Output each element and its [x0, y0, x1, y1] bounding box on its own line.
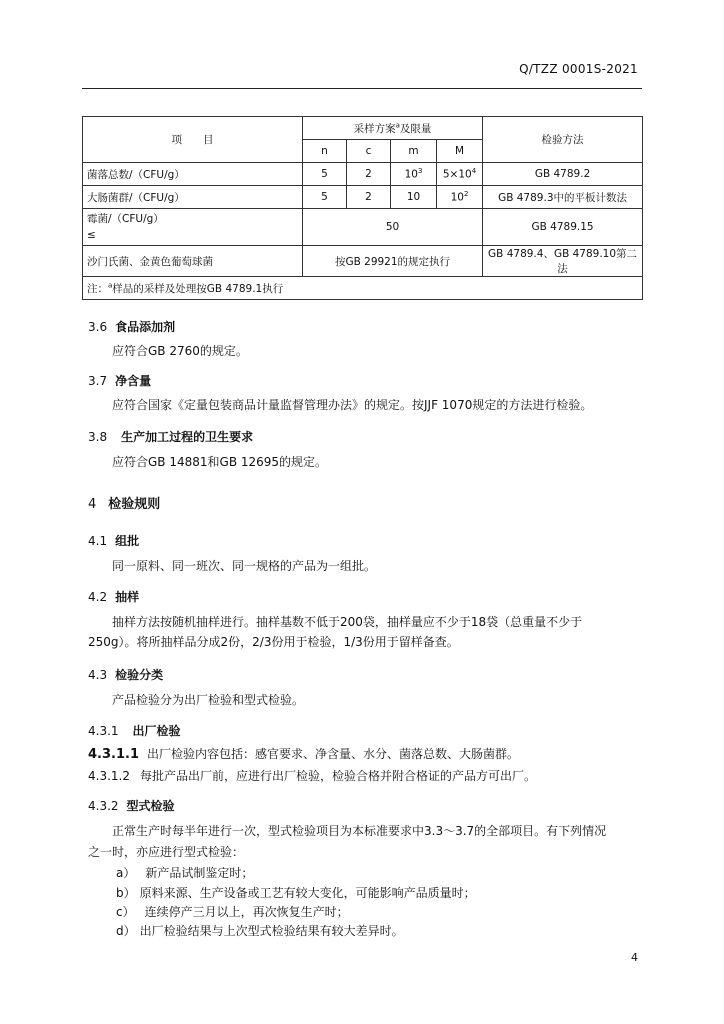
row-limit-mold: 50 — [303, 209, 483, 246]
header-m: m — [391, 140, 437, 163]
row-item: 大肠菌群/（CFU/g） — [83, 186, 303, 209]
list-item: b） 原料来源、生产设备或工艺有较大变化，可能影响产品质量时； — [116, 886, 476, 900]
table-row — [83, 246, 643, 277]
section-4-3-1-heading: 4.3.1 出厂检验 — [88, 724, 181, 738]
section-3-7-text: 应符合国家《定量包装商品计量监督管理办法》的规定。按JJF 1070规定的方法进行检验。 — [112, 398, 593, 412]
section-4-3-1-2: 4.3.1.2 每批产品出厂前，应进行出厂检验，检验合格并附合格证的产品方可出厂。 — [88, 769, 536, 783]
header-M: M — [437, 140, 483, 163]
list-item: c） 连续停产三月以上，再次恢复生产时； — [116, 905, 349, 919]
section-3-8-heading: 3.8 生产加工过程的卫生要求 — [88, 430, 254, 444]
section-4-2-text-2: 250g）。将所抽样品分成2份，2/3份用于检验，1/3份用于留样备查。 — [88, 635, 459, 649]
section-4-2-heading: 4.2 抽样 — [88, 590, 140, 604]
header-sampling: 采样方案$^a$及限量 — [303, 117, 483, 140]
header-c: c — [347, 140, 391, 163]
section-4-2-text-1: 抽样方法按随机抽样进行。抽样基数不低于200袋，抽样量应不少于18袋（总重量不少于 — [112, 615, 583, 629]
row-m: 10 — [391, 186, 437, 209]
row-method: GB 4789.3中的平板计数法 — [483, 186, 643, 209]
section-4-3-2-text-2: 之一时，亦应进行型式检验： — [88, 845, 245, 859]
section-3-7-heading: 3.7 净含量 — [88, 374, 152, 388]
list-item: a） 新产品试制鉴定时； — [116, 866, 254, 880]
row-c: 2 — [347, 163, 391, 186]
row-item: 菌落总数/（CFU/g） — [83, 163, 303, 186]
header-item: 项 目 — [83, 117, 303, 163]
row-method: GB 4789.2 — [483, 163, 643, 186]
row-M: $5\times 10^4$ — [437, 163, 483, 186]
section-4-heading: 4 检验规则 — [88, 497, 161, 512]
microbial-limits-table — [82, 116, 643, 300]
section-4-1-text: 同一原料、同一班次、同一规格的产品为一组批。 — [112, 559, 377, 573]
row-item-pathogen: 沙门氏菌、金黄色葡萄球菌 — [83, 246, 303, 277]
row-M: $10^2$ — [437, 186, 483, 209]
page-number: 4 — [631, 951, 638, 964]
row-method-mold: GB 4789.15 — [483, 209, 643, 246]
row-n: 5 — [303, 186, 347, 209]
section-3-6-heading: 3.6 食品添加剂 — [88, 320, 176, 334]
table-row — [83, 209, 643, 246]
row-c: 2 — [347, 186, 391, 209]
section-4-3-2-heading: 4.3.2 型式检验 — [88, 799, 175, 813]
row-method-pathogen: GB 4789.4、GB 4789.10第二法 — [483, 246, 643, 277]
table-note: 注：$^a$样品的采样及处理按GB 4789.1执行 — [83, 277, 643, 300]
list-item: d） 出厂检验结果与上次型式检验结果有较大差异时。 — [116, 924, 404, 938]
row-limit-pathogen: 按GB 29921的规定执行 — [303, 246, 483, 277]
section-3-6-text: 应符合GB 2760的规定。 — [112, 344, 248, 358]
row-item-mold: 霉菌/（CFU/g） ≤ — [83, 209, 303, 246]
section-4-3-2-text-1: 正常生产时每半年进行一次，型式检验项目为本标准要求中3.3～3.7的全部项目。有下列情况 — [112, 824, 607, 838]
header-method: 检验方法 — [483, 117, 643, 163]
header-rule — [82, 88, 642, 89]
table-row — [83, 186, 643, 209]
row-m: $10^3$ — [391, 163, 437, 186]
section-4-3-text: 产品检验分为出厂检验和型式检验。 — [112, 693, 305, 707]
section-4-3-heading: 4.3 检验分类 — [88, 668, 164, 682]
section-3-8-text: 应符合GB 14881和GB 12695的规定。 — [112, 455, 328, 469]
row-n: 5 — [303, 163, 347, 186]
header-n: n — [303, 140, 347, 163]
document-code: Q/TZZ 0001S-2021 — [519, 62, 638, 76]
table-row — [83, 163, 643, 186]
section-4-3-1-1: 4.3.1.1 出厂检验内容包括：感官要求、净含量、水分、菌落总数、大肠菌群。 — [88, 747, 520, 762]
section-4-1-heading: 4.1 组批 — [88, 534, 140, 548]
